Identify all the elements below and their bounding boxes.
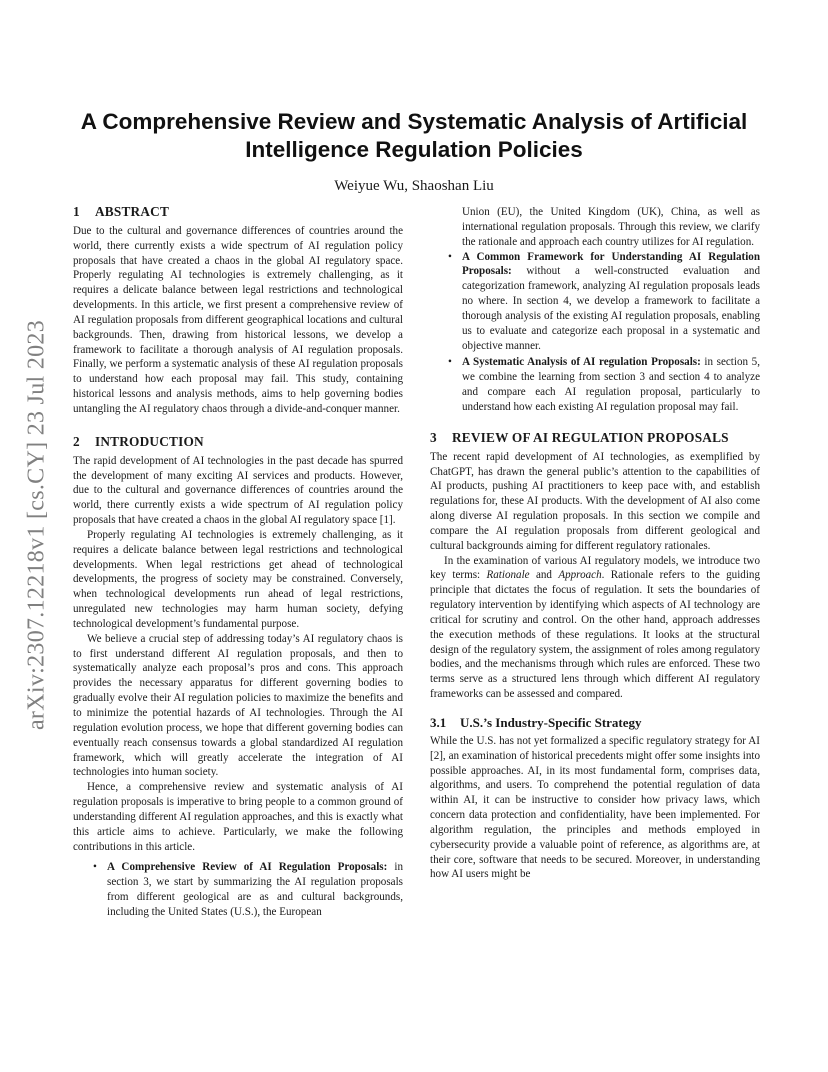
- arxiv-identifier: [22, 292, 52, 757]
- section-title: REVIEW OF AI REGULATION PROPOSALS: [452, 429, 729, 445]
- subsection-number: 3.1: [430, 715, 447, 730]
- section-number: 3: [430, 429, 437, 445]
- bullet-icon: •: [448, 356, 452, 369]
- review-paragraph-2: [430, 554, 760, 702]
- review-p2-part-a: In the examination of various AI regulatory models, we introduce two key terms:: [430, 554, 760, 582]
- review-paragraph-1: The recent rapid development of AI technologies, as exemplified by ChatGPT, has drawn the general public’s attention to the capabilities of AI products, pushing AI practitioners to keep pace with, and establish regulations for, these AI products. With the development of AI also come along diverse AI regulation proposals. In this section we compile and compare the AI regulation proposals from different geological and cultural backgrounds aiming for different regulatory rationales.: [430, 450, 760, 552]
- intro-paragraph-1: The rapid development of AI technologies in the past decade has spurred the development of many exciting AI services and products. However, due to the cultural and governance differences of countries around the world, there currently exists a wide spectrum of AI regulation policy proposals that have created a chaos in the global AI regulatory space [1].: [73, 454, 403, 527]
- contribution-title: A Common Framework for Understanding AI Regulation Proposals:: [462, 250, 760, 278]
- contribution-item-1: [93, 860, 403, 919]
- subsection-title: U.S.’s Industry-Specific Strategy: [460, 715, 642, 730]
- section-number: 2: [73, 433, 80, 449]
- section-title: ABSTRACT: [95, 204, 170, 219]
- contribution-title: A Comprehensive Review of AI Regulation Proposals:: [107, 861, 388, 874]
- paper-authors: Weiyue Wu, Shaoshan Liu: [334, 178, 494, 194]
- right-column: [430, 205, 760, 882]
- contribution-item-2: [448, 250, 760, 354]
- subsection-heading-us: [430, 716, 760, 731]
- contribution-title: A Systematic Analysis of AI regulation Proposals:: [462, 356, 701, 369]
- bullet-icon: •: [93, 861, 97, 874]
- section-heading-abstract: [73, 205, 403, 220]
- left-column: [73, 205, 403, 922]
- arxiv-identifier-text: arXiv:2307.12218v1 [cs.CY] 23 Jul 2023: [23, 319, 50, 730]
- bullet-icon: •: [448, 250, 452, 263]
- review-p2-part-c: . Rationale refers to the guiding principle that dictates the focus of regulation. It sets the boundaries of regulatory intervention by identifying which aspects of AI technology are critical for scrutiny and control. On the other hand, approach addresses the execution methods of these regulations. It looks at the structural design of the regulatory system, the assignment of roles among regulatory bodies, and the mechanisms through which rules are enforced. These two terms serve as a structured lens through which different AI regulatory frameworks can be assessed and compared.: [430, 569, 761, 701]
- section-title: INTRODUCTION: [95, 433, 204, 449]
- term-rationale: Rationale: [486, 569, 530, 582]
- contributions-list: [73, 860, 403, 919]
- review-p2-part-b: and: [529, 569, 559, 582]
- contribution-text: without a well-constructed evaluation and categorization framework, analyzing AI regulation proposals leads no where. In section 4, we develop a framework to facilitate a thorough analysis of the existing AI regulation proposals, enabling us to evaluate and categorize each proposal in a systematic and objective manner.: [462, 265, 760, 352]
- contribution-text: in section 3, we start by summarizing the AI regulation proposals from different geological are as and cultural backgrounds, including the United States (U.S.), the European: [107, 861, 403, 918]
- us-paragraph-1: While the U.S. has not yet formalized a specific regulatory strategy for AI [2], an examination of historical precedents might offer some insights into possible approaches. AI, in its most fundamental form, comprises data, algorithms, and users. To comprehend the potential regulation of data within AI, it can be instructive to consider how privacy laws, which concern data protection and confidentiality, have been implemented. For algorithm regulation, the principles and methods employed in cybersecurity provide a valuable point of reference, as algorithms are, at their core, software that needs to be secured. Moreover, in understanding how AI users might be: [430, 734, 760, 881]
- intro-paragraph-3: We believe a crucial step of addressing today’s AI regulatory chaos is to first understand different AI regulation proposals, and then to systematically analyze each proposal’s pros and cons. This approach provides the necessary apparatus for different governing bodies to gradually evolve their AI regulation policies to maximize the benefits and to minimize the potential hazards of AI technologies. Through the AI regulation evolution process, we hope that different governing bodies can eventually reach consensus towards a global standardized AI regulation framework, which will greatly accelerate the integration of AI technologies into human society.: [73, 632, 403, 779]
- abstract-text: Due to the cultural and governance differences of countries around the world, there currently exists a wide spectrum of AI regulation policy proposals that have created a chaos in the global AI regulatory space. Properly regulating AI technologies is extremely challenging, as it requires a delicate balance between legal restrictions and technological developments. In this article, we first present a comprehensive review of AI regulation proposals from different geographical locations and cultural backgrounds. Then, drawing from historical lessons, we develop a framework to facilitate a thorough analysis of AI regulation proposals. Finally, we perform a systematic analysis of these AI regulation proposals to understand how each proposal may fail. This study, containing historical lessons and analysis methods, aims to help governing bodies untangling the AI regulatory chaos through a divide-and-conquer manner.: [73, 224, 403, 415]
- contributions-list-continued: [430, 250, 760, 415]
- intro-paragraph-2: Properly regulating AI technologies is extremely challenging, as it requires a delicate balance between legal restrictions and technological developments. When legal restrictions get ahead of technological developments, the progress of society may be constrained. Conversely, when technological developments run ahead of legal restrictions, unregulated new technologies may harm human society, defying technological development’s fundamental purpose.: [73, 528, 403, 630]
- term-approach: Approach: [558, 569, 602, 582]
- intro-paragraph-4: Hence, a comprehensive review and systematic analysis of AI regulation proposals is imperative to bring people to a common ground of understanding different AI regulation approaches, and this is exactly what this article aims to achieve. Particularly, we make the following contributions in this article.: [73, 781, 403, 853]
- section-heading-introduction: [73, 435, 403, 450]
- contribution-text: in section 5, we combine the learning from section 3 and section 4 to analyze and compare each AI regulation proposal, particularly to understand how each existing AI regulation proposal may fail.: [462, 356, 760, 413]
- contribution-item-3: [448, 355, 760, 414]
- section-number: 1: [73, 204, 80, 219]
- paper-title: A Comprehensive Review and Systematic Analysis of Artificial Intelligence Regulation Policies: [80, 109, 748, 162]
- section-heading-review: [430, 431, 760, 446]
- contribution-item-1-continued: Union (EU), the United Kingdom (UK), China, as well as international regulation proposals. Through this review, we clarify the rationale and approach each country utilizes for AI regulation.: [462, 206, 760, 248]
